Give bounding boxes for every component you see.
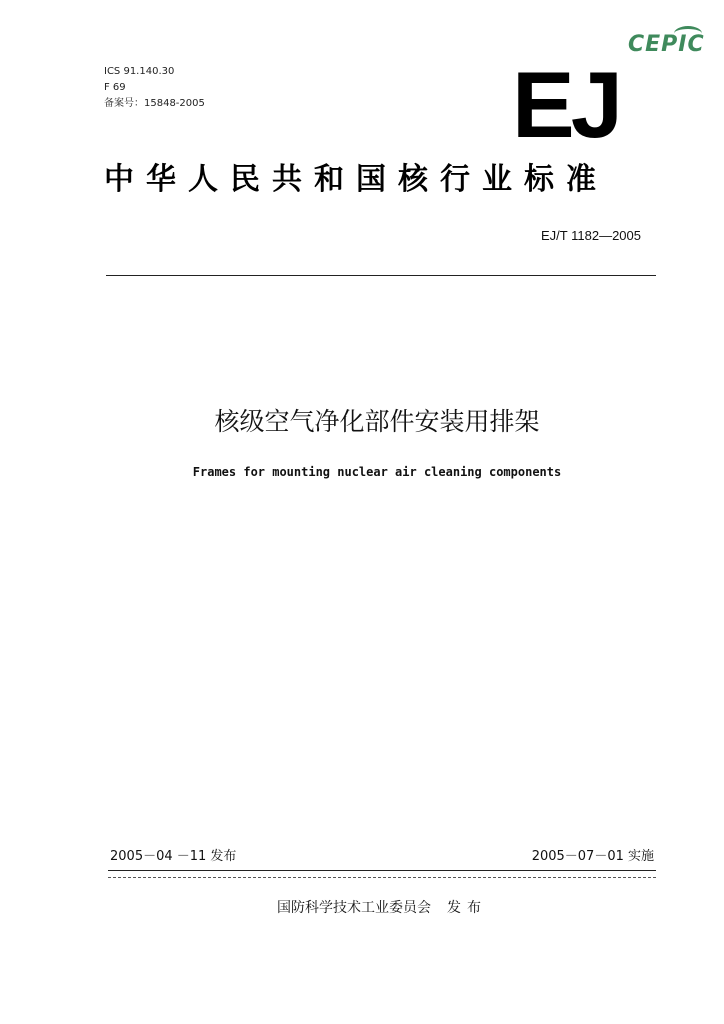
implementation-date: 2005－07－01 实施 [531,849,654,864]
issue-date: 2005－04 －11 发布 [110,849,237,864]
document-title-english: Frames for mounting nuclear air cleaning components [192,465,562,479]
ics-code: ICS 91.140.30 [104,66,175,77]
standard-number: EJ/T 1182—2005 [541,228,641,243]
org-title: 中华人民共和国核行业标准 [104,162,608,197]
standard-mark: EJ [512,52,619,157]
bottom-divider [108,870,656,871]
filing-number: 备案号：15848-2005 [104,98,205,109]
document-title-chinese: 核级空气净化部件安装用排架 [214,407,540,436]
cepic-logo [628,26,708,60]
bottom-divider-dashed [108,877,656,878]
logo-text: CEPIC [628,32,705,57]
classification-block [104,64,205,112]
publisher-name: 国防科学技术工业委员会 [277,900,431,916]
publisher [0,897,724,917]
publisher-action: 发布 [447,900,487,916]
ccs-code: F 69 [104,82,126,93]
top-divider [106,275,656,276]
